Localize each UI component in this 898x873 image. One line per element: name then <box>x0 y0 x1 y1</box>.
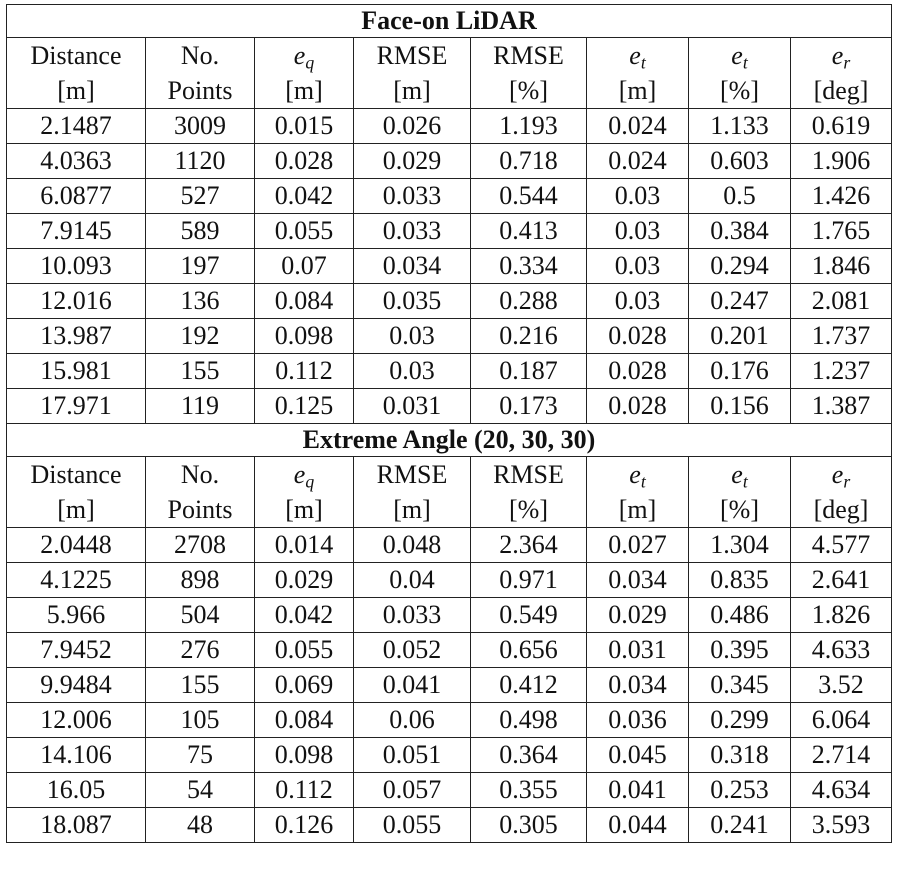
column-unit-e-q: [m] <box>255 73 354 109</box>
cell-e-t-m: 0.03 <box>587 179 689 214</box>
cell-e-r-deg: 2.641 <box>791 563 892 598</box>
cell-e-t-m: 0.036 <box>587 703 689 738</box>
cell-e-q: 0.112 <box>255 354 354 389</box>
cell-rmse-m: 0.048 <box>354 528 471 563</box>
cell-e-t-pct: 0.156 <box>689 389 791 424</box>
cell-rmse-pct: 0.549 <box>471 598 587 633</box>
cell-e-q: 0.055 <box>255 214 354 249</box>
symbol-base: e <box>629 41 641 70</box>
math-symbol <box>731 460 748 492</box>
cell-no-points: 155 <box>146 354 255 389</box>
cell-distance: 12.016 <box>7 284 146 319</box>
table-body <box>7 5 892 843</box>
column-unit-e-r-deg: [deg] <box>791 73 892 109</box>
cell-no-points: 48 <box>146 808 255 843</box>
symbol-subscript: q <box>305 471 315 492</box>
column-header-e-t-m <box>587 457 689 493</box>
table-row <box>7 703 892 738</box>
cell-e-t-m: 0.045 <box>587 738 689 773</box>
cell-rmse-pct: 0.656 <box>471 633 587 668</box>
column-unit-row <box>7 492 892 528</box>
cell-rmse-pct: 0.971 <box>471 563 587 598</box>
column-unit-distance: [m] <box>7 492 146 528</box>
cell-e-r-deg: 1.426 <box>791 179 892 214</box>
cell-rmse-m: 0.033 <box>354 598 471 633</box>
cell-e-q: 0.126 <box>255 808 354 843</box>
cell-e-r-deg: 1.237 <box>791 354 892 389</box>
column-header-rmse-m: RMSE <box>354 38 471 74</box>
table-row <box>7 738 892 773</box>
cell-distance: 2.1487 <box>7 109 146 144</box>
cell-e-q: 0.112 <box>255 773 354 808</box>
column-header-rmse-m: RMSE <box>354 457 471 493</box>
cell-e-t-pct: 1.133 <box>689 109 791 144</box>
symbol-subscript: r <box>843 471 851 492</box>
column-header-no-points: No. <box>146 457 255 493</box>
cell-distance: 18.087 <box>7 808 146 843</box>
math-symbol <box>293 41 315 73</box>
column-header-e-r-deg <box>791 38 892 74</box>
cell-e-q: 0.055 <box>255 633 354 668</box>
section-title-row <box>7 5 892 38</box>
cell-rmse-m: 0.052 <box>354 633 471 668</box>
cell-distance: 10.093 <box>7 249 146 284</box>
table-row <box>7 214 892 249</box>
cell-rmse-m: 0.055 <box>354 808 471 843</box>
column-unit-e-t-m: [m] <box>587 492 689 528</box>
cell-e-t-pct: 0.603 <box>689 144 791 179</box>
cell-e-q: 0.084 <box>255 703 354 738</box>
cell-e-t-m: 0.03 <box>587 284 689 319</box>
cell-distance: 9.9484 <box>7 668 146 703</box>
cell-e-t-pct: 0.201 <box>689 319 791 354</box>
cell-no-points: 75 <box>146 738 255 773</box>
cell-distance: 16.05 <box>7 773 146 808</box>
cell-e-t-pct: 0.345 <box>689 668 791 703</box>
column-unit-rmse-m: [m] <box>354 492 471 528</box>
table-row <box>7 528 892 563</box>
cell-rmse-m: 0.035 <box>354 284 471 319</box>
column-header-e-r-deg <box>791 457 892 493</box>
cell-e-q: 0.028 <box>255 144 354 179</box>
cell-e-q: 0.07 <box>255 249 354 284</box>
cell-e-t-pct: 0.299 <box>689 703 791 738</box>
cell-rmse-m: 0.033 <box>354 214 471 249</box>
table-row <box>7 563 892 598</box>
symbol-subscript: t <box>640 52 646 73</box>
symbol-base: e <box>831 460 844 489</box>
cell-e-t-m: 0.034 <box>587 668 689 703</box>
cell-e-q: 0.125 <box>255 389 354 424</box>
cell-e-t-m: 0.024 <box>587 144 689 179</box>
cell-no-points: 1120 <box>146 144 255 179</box>
cell-e-t-m: 0.027 <box>587 528 689 563</box>
table-row <box>7 319 892 354</box>
cell-rmse-pct: 0.412 <box>471 668 587 703</box>
table-row <box>7 668 892 703</box>
column-unit-e-q: [m] <box>255 492 354 528</box>
cell-e-r-deg: 1.737 <box>791 319 892 354</box>
cell-e-r-deg: 2.081 <box>791 284 892 319</box>
cell-rmse-pct: 0.173 <box>471 389 587 424</box>
results-table-container <box>6 4 892 843</box>
column-unit-no-points: Points <box>146 73 255 109</box>
cell-e-t-pct: 0.176 <box>689 354 791 389</box>
cell-no-points: 2708 <box>146 528 255 563</box>
cell-rmse-pct: 2.364 <box>471 528 587 563</box>
cell-e-r-deg: 1.765 <box>791 214 892 249</box>
cell-e-t-pct: 0.486 <box>689 598 791 633</box>
cell-e-r-deg: 2.714 <box>791 738 892 773</box>
cell-e-r-deg: 1.387 <box>791 389 892 424</box>
cell-e-t-m: 0.028 <box>587 319 689 354</box>
column-unit-rmse-m: [m] <box>354 73 471 109</box>
results-table <box>6 4 892 843</box>
cell-distance: 7.9145 <box>7 214 146 249</box>
math-symbol <box>831 41 851 73</box>
cell-no-points: 54 <box>146 773 255 808</box>
table-row <box>7 773 892 808</box>
cell-no-points: 105 <box>146 703 255 738</box>
table-row <box>7 354 892 389</box>
cell-e-t-pct: 0.835 <box>689 563 791 598</box>
column-header-e-t-pct <box>689 38 791 74</box>
cell-e-q: 0.098 <box>255 738 354 773</box>
cell-e-t-pct: 1.304 <box>689 528 791 563</box>
cell-e-t-pct: 0.294 <box>689 249 791 284</box>
table-row <box>7 284 892 319</box>
cell-rmse-m: 0.026 <box>354 109 471 144</box>
cell-rmse-pct: 0.413 <box>471 214 587 249</box>
symbol-base: e <box>731 460 743 489</box>
column-unit-no-points: Points <box>146 492 255 528</box>
cell-e-t-pct: 0.241 <box>689 808 791 843</box>
section-title-row <box>7 424 892 457</box>
column-header-rmse-pct: RMSE <box>471 457 587 493</box>
math-symbol <box>831 460 851 492</box>
cell-e-t-m: 0.031 <box>587 633 689 668</box>
cell-e-r-deg: 0.619 <box>791 109 892 144</box>
cell-distance: 14.106 <box>7 738 146 773</box>
cell-distance: 15.981 <box>7 354 146 389</box>
cell-no-points: 898 <box>146 563 255 598</box>
cell-rmse-m: 0.029 <box>354 144 471 179</box>
column-header-e-t-pct <box>689 457 791 493</box>
cell-e-r-deg: 4.634 <box>791 773 892 808</box>
column-header-no-points: No. <box>146 38 255 74</box>
table-row <box>7 598 892 633</box>
cell-e-t-m: 0.028 <box>587 354 689 389</box>
cell-rmse-pct: 0.334 <box>471 249 587 284</box>
math-symbol <box>293 460 315 492</box>
symbol-base: e <box>629 460 641 489</box>
cell-rmse-pct: 0.187 <box>471 354 587 389</box>
cell-distance: 4.0363 <box>7 144 146 179</box>
cell-e-q: 0.014 <box>255 528 354 563</box>
cell-e-t-m: 0.024 <box>587 109 689 144</box>
cell-rmse-m: 0.051 <box>354 738 471 773</box>
symbol-base: e <box>293 460 306 489</box>
cell-e-r-deg: 6.064 <box>791 703 892 738</box>
cell-no-points: 276 <box>146 633 255 668</box>
symbol-subscript: t <box>742 471 748 492</box>
column-header-row <box>7 457 892 493</box>
cell-e-q: 0.069 <box>255 668 354 703</box>
cell-rmse-pct: 0.498 <box>471 703 587 738</box>
cell-rmse-pct: 0.364 <box>471 738 587 773</box>
column-unit-e-t-m: [m] <box>587 73 689 109</box>
cell-rmse-pct: 0.544 <box>471 179 587 214</box>
cell-rmse-pct: 0.216 <box>471 319 587 354</box>
column-unit-rmse-pct: [%] <box>471 73 587 109</box>
cell-e-t-m: 0.028 <box>587 389 689 424</box>
cell-e-t-m: 0.03 <box>587 249 689 284</box>
symbol-base: e <box>293 41 306 70</box>
table-row <box>7 633 892 668</box>
cell-e-r-deg: 4.633 <box>791 633 892 668</box>
column-unit-e-r-deg: [deg] <box>791 492 892 528</box>
cell-e-r-deg: 3.593 <box>791 808 892 843</box>
symbol-base: e <box>731 41 743 70</box>
cell-e-t-m: 0.044 <box>587 808 689 843</box>
column-header-e-q <box>255 457 354 493</box>
cell-no-points: 119 <box>146 389 255 424</box>
cell-e-q: 0.029 <box>255 563 354 598</box>
cell-rmse-m: 0.06 <box>354 703 471 738</box>
cell-no-points: 136 <box>146 284 255 319</box>
cell-rmse-pct: 0.305 <box>471 808 587 843</box>
table-row <box>7 144 892 179</box>
cell-e-r-deg: 1.826 <box>791 598 892 633</box>
cell-e-t-pct: 0.247 <box>689 284 791 319</box>
cell-distance: 4.1225 <box>7 563 146 598</box>
cell-rmse-m: 0.04 <box>354 563 471 598</box>
cell-e-t-m: 0.03 <box>587 214 689 249</box>
cell-e-q: 0.084 <box>255 284 354 319</box>
section-title: Extreme Angle (20, 30, 30) <box>7 424 892 457</box>
cell-no-points: 589 <box>146 214 255 249</box>
column-unit-e-t-pct: [%] <box>689 492 791 528</box>
column-header-rmse-pct: RMSE <box>471 38 587 74</box>
symbol-base: e <box>831 41 844 70</box>
math-symbol <box>629 460 646 492</box>
cell-e-r-deg: 1.906 <box>791 144 892 179</box>
column-unit-row <box>7 73 892 109</box>
cell-rmse-m: 0.033 <box>354 179 471 214</box>
cell-distance: 6.0877 <box>7 179 146 214</box>
table-row <box>7 179 892 214</box>
symbol-subscript: r <box>843 52 851 73</box>
cell-no-points: 155 <box>146 668 255 703</box>
symbol-subscript: t <box>742 52 748 73</box>
table-row <box>7 389 892 424</box>
cell-rmse-pct: 0.718 <box>471 144 587 179</box>
cell-e-q: 0.042 <box>255 598 354 633</box>
table-row <box>7 249 892 284</box>
cell-rmse-m: 0.031 <box>354 389 471 424</box>
cell-e-t-pct: 0.253 <box>689 773 791 808</box>
cell-distance: 17.971 <box>7 389 146 424</box>
section-title: Face-on LiDAR <box>7 5 892 38</box>
column-header-e-q <box>255 38 354 74</box>
cell-e-r-deg: 4.577 <box>791 528 892 563</box>
cell-rmse-pct: 0.355 <box>471 773 587 808</box>
cell-distance: 7.9452 <box>7 633 146 668</box>
cell-e-t-pct: 0.395 <box>689 633 791 668</box>
cell-e-r-deg: 3.52 <box>791 668 892 703</box>
column-unit-distance: [m] <box>7 73 146 109</box>
cell-no-points: 197 <box>146 249 255 284</box>
cell-rmse-pct: 1.193 <box>471 109 587 144</box>
math-symbol <box>731 41 748 73</box>
table-row <box>7 109 892 144</box>
cell-distance: 2.0448 <box>7 528 146 563</box>
cell-e-t-m: 0.034 <box>587 563 689 598</box>
cell-rmse-m: 0.057 <box>354 773 471 808</box>
column-header-distance: Distance <box>7 457 146 493</box>
cell-e-t-pct: 0.318 <box>689 738 791 773</box>
math-symbol <box>629 41 646 73</box>
cell-rmse-pct: 0.288 <box>471 284 587 319</box>
symbol-subscript: q <box>305 52 315 73</box>
column-unit-rmse-pct: [%] <box>471 492 587 528</box>
cell-no-points: 527 <box>146 179 255 214</box>
cell-no-points: 3009 <box>146 109 255 144</box>
cell-no-points: 192 <box>146 319 255 354</box>
cell-e-t-pct: 0.5 <box>689 179 791 214</box>
cell-e-q: 0.015 <box>255 109 354 144</box>
cell-e-r-deg: 1.846 <box>791 249 892 284</box>
cell-rmse-m: 0.03 <box>354 319 471 354</box>
cell-distance: 13.987 <box>7 319 146 354</box>
column-header-e-t-m <box>587 38 689 74</box>
cell-no-points: 504 <box>146 598 255 633</box>
cell-e-t-pct: 0.384 <box>689 214 791 249</box>
cell-rmse-m: 0.03 <box>354 354 471 389</box>
cell-distance: 12.006 <box>7 703 146 738</box>
cell-rmse-m: 0.034 <box>354 249 471 284</box>
cell-e-q: 0.098 <box>255 319 354 354</box>
cell-rmse-m: 0.041 <box>354 668 471 703</box>
symbol-subscript: t <box>640 471 646 492</box>
column-header-distance: Distance <box>7 38 146 74</box>
table-row <box>7 808 892 843</box>
column-unit-e-t-pct: [%] <box>689 73 791 109</box>
column-header-row <box>7 38 892 74</box>
cell-e-t-m: 0.041 <box>587 773 689 808</box>
cell-distance: 5.966 <box>7 598 146 633</box>
cell-e-t-m: 0.029 <box>587 598 689 633</box>
cell-e-q: 0.042 <box>255 179 354 214</box>
